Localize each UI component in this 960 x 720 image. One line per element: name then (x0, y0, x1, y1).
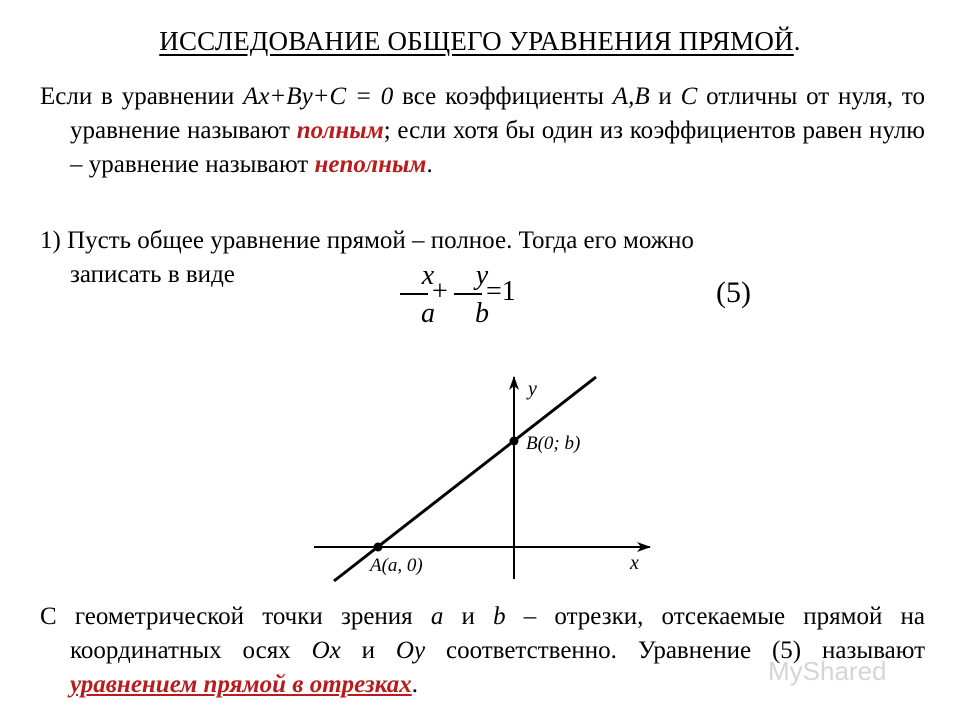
line-graph (300, 365, 670, 590)
x-axis-label: x (630, 552, 639, 574)
plus-sign: + (432, 276, 448, 307)
text-segment: и (443, 603, 494, 630)
general-equation: Ax+By+C = 0 (243, 83, 394, 110)
paragraph-definition-text (40, 80, 925, 182)
text-segment: все коэффициенты (393, 83, 613, 110)
coefficients-ab: A,B (612, 83, 650, 110)
text-segment: . (426, 151, 433, 178)
variable-b: b (493, 603, 506, 630)
term-full: полным (296, 117, 384, 144)
axis-ox: Ox (311, 637, 341, 664)
axis-oy: Oy (395, 637, 426, 664)
slide-title (0, 26, 960, 57)
numerator-x: x (421, 260, 435, 291)
point-a-label: A(a, 0) (370, 555, 423, 576)
intercept-formula (398, 260, 578, 340)
text-segment: соответственно. Уравнение (5) называют (425, 637, 925, 664)
point-b (510, 437, 519, 446)
fraction-bar (454, 293, 482, 295)
text-segment: С геометрической точки зрения (40, 603, 431, 630)
term-incomplete: неполным (314, 151, 427, 178)
straight-line (334, 377, 596, 581)
y-axis-label: y (528, 378, 537, 400)
point-b-label: B(0; b) (526, 433, 581, 454)
watermark-logo: MyShared (768, 656, 887, 686)
slide-title-period: . (793, 26, 801, 56)
fraction-bar (400, 293, 428, 295)
text-segment: . (411, 671, 418, 698)
text-segment: и (649, 83, 681, 110)
denominator-b: b (475, 298, 489, 329)
paragraph-definition (40, 80, 925, 182)
text-segment: – отрезки, отсекаемые прямой на координатных осях (70, 603, 925, 664)
coefficient-c: C (680, 83, 698, 110)
term-intercept-equation: уравнением прямой в отрезках (70, 671, 412, 698)
point-a (374, 543, 383, 552)
equals-one: =1 (486, 276, 516, 307)
equation-number: (5) (716, 276, 751, 309)
text-segment: отличны от нуля, то уравнение называют (70, 83, 925, 144)
slide-title-text: ИССЛЕДОВАНИЕ ОБЩЕГО УРАВНЕНИЯ ПРЯМОЙ (159, 26, 794, 56)
paragraph-step-1-line2: записать в виде (70, 261, 235, 288)
numerator-y: y (475, 260, 489, 291)
denominator-a: a (421, 298, 435, 329)
text-segment: ; если хотя бы один из коэффициентов равен нулю – уравнение называют (70, 117, 925, 178)
text-segment: Если в уравнении (40, 83, 244, 110)
paragraph-step-1-line1: 1) Пусть общее уравнение прямой – полное. Тогда его можно (40, 227, 694, 254)
variable-a: a (430, 603, 444, 630)
text-segment: и (340, 637, 396, 664)
